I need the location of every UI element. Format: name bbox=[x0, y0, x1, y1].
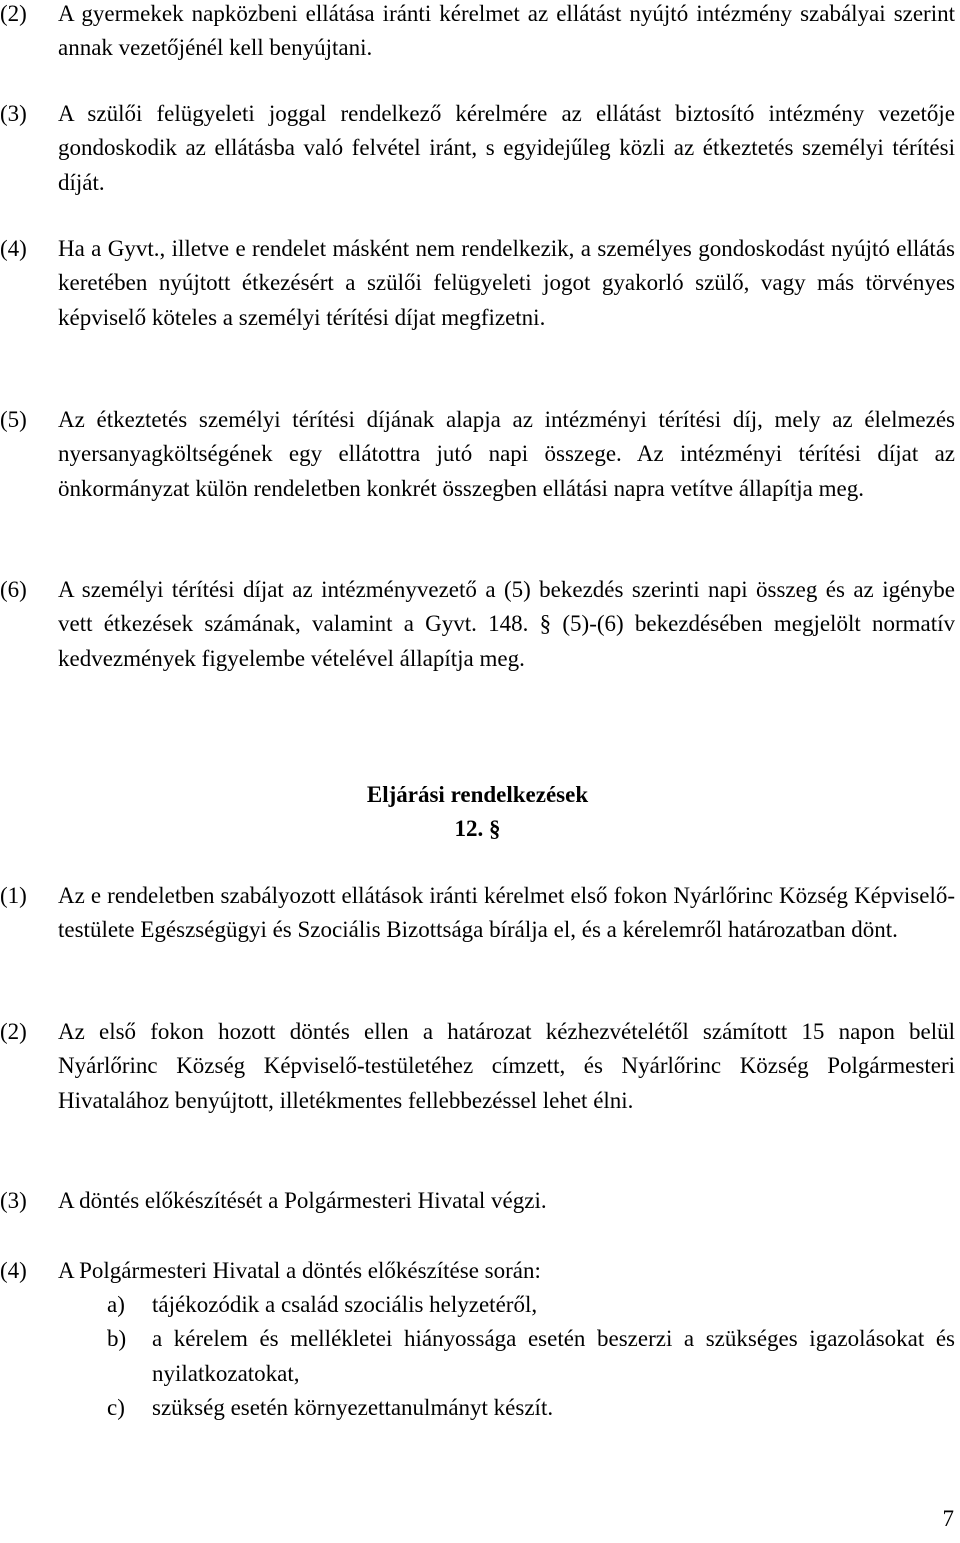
list-item-letter: a) bbox=[107, 1292, 125, 1317]
paragraph-4b bbox=[0, 1254, 955, 1288]
paragraph-1 bbox=[0, 879, 955, 948]
paragraph-text: A szülői felügyeleti joggal rendelkező kérelmére az ellátást biztosító intézmény vezetője gondoskodik az ellátásba való felvétel iránt, s egyidejűleg közli az étkeztetés személyi térítési díját. bbox=[58, 101, 955, 195]
paragraph-6 bbox=[0, 573, 955, 676]
paragraph-2 bbox=[0, 0, 955, 66]
paragraph-number: (6) bbox=[0, 577, 27, 602]
paragraph-text: Az étkeztetés személyi térítési díjának alapja az intézményi térítési díj, mely az élelmezés nyersanyagköltségének egy ellátottra jutó napi összege. Az intézményi térítési díjat az önkormányzat külön rendeletben konkrét összegben ellátási napra vetítve állapítja meg. bbox=[58, 407, 955, 501]
list-item-letter: c) bbox=[107, 1394, 125, 1420]
paragraph-number: (2) bbox=[0, 1019, 27, 1044]
paragraph-number: (5) bbox=[0, 407, 27, 432]
section-title: Eljárási rendelkezések bbox=[366, 782, 589, 807]
paragraph-text: Ha a Gyvt., illetve e rendelet másként nem rendelkezik, a személyes gondoskodást nyújtó ellátás keretében nyújtott étkezésért a szülői felügyeleti jogot gyakorló szülő, vagy más törvényes képviselő köteles a személyi térítési díjat megfizetni. bbox=[58, 236, 955, 330]
paragraph-number: (3) bbox=[0, 101, 27, 126]
paragraph-number: (1) bbox=[0, 883, 27, 908]
paragraph-text: A gyermekek napközbeni ellátása iránti kérelmet az ellátást nyújtó intézmény szabályai szerint annak vezetőjénél kell benyújtani. bbox=[58, 1, 955, 61]
paragraph-text: A Polgármesteri Hivatal a döntés előkészítése során: bbox=[58, 1258, 541, 1283]
paragraph-number: (3) bbox=[0, 1188, 27, 1213]
paragraph-3b bbox=[0, 1184, 955, 1218]
page-number: 7 bbox=[942, 1506, 954, 1531]
list-item-text: a kérelem és mellékletei hiányossága esetén beszerzi a szükséges igazolásokat és nyilatkozatokat, bbox=[152, 1326, 955, 1386]
paragraph-5 bbox=[0, 403, 955, 506]
paragraph-3 bbox=[0, 97, 955, 200]
list-item-text: tájékozódik a család szociális helyzetéről, bbox=[152, 1292, 538, 1317]
list-item bbox=[107, 1322, 955, 1391]
list-item-text: szükség esetén környezettanulmányt készít. bbox=[152, 1394, 554, 1420]
paragraph-2b bbox=[0, 1015, 955, 1118]
paragraph-number: (4) bbox=[0, 1258, 27, 1283]
paragraph-number: (2) bbox=[0, 1, 27, 26]
sub-list bbox=[107, 1288, 955, 1425]
section-number: 12. § bbox=[454, 816, 501, 841]
paragraph-text: A döntés előkészítését a Polgármesteri Hivatal végzi. bbox=[58, 1188, 547, 1213]
paragraph-text: A személyi térítési díjat az intézményvezető a (5) bekezdés szerinti napi összeg és az igénybe vett étkezések számának, valamint a Gyvt. 148. § (5)-(6) bekezdésében megjelölt normatív kedvezmények figyelembe vételével állapítja meg. bbox=[58, 577, 955, 671]
paragraph-number: (4) bbox=[0, 236, 27, 261]
paragraph-text: Az első fokon hozott döntés ellen a határozat kézhezvételétől számított 15 napon belül Nyárlőrinc Község Képviselő-testületéhez címzett, és Nyárlőrinc Község Polgármesteri Hivatalához benyújtott, illetékmentes fellebbezéssel lehet élni. bbox=[58, 1019, 955, 1113]
paragraph-4 bbox=[0, 232, 955, 335]
list-item bbox=[107, 1288, 955, 1322]
paragraph-text: Az e rendeletben szabályozott ellátások iránti kérelmet első fokon Nyárlőrinc Község Képviselő-testülete Egészségügyi és Szociális Bizottsága bírálja el, és a kérelemről határozatban dönt. bbox=[58, 883, 955, 943]
list-item-letter: b) bbox=[107, 1326, 127, 1352]
list-item bbox=[107, 1391, 955, 1425]
